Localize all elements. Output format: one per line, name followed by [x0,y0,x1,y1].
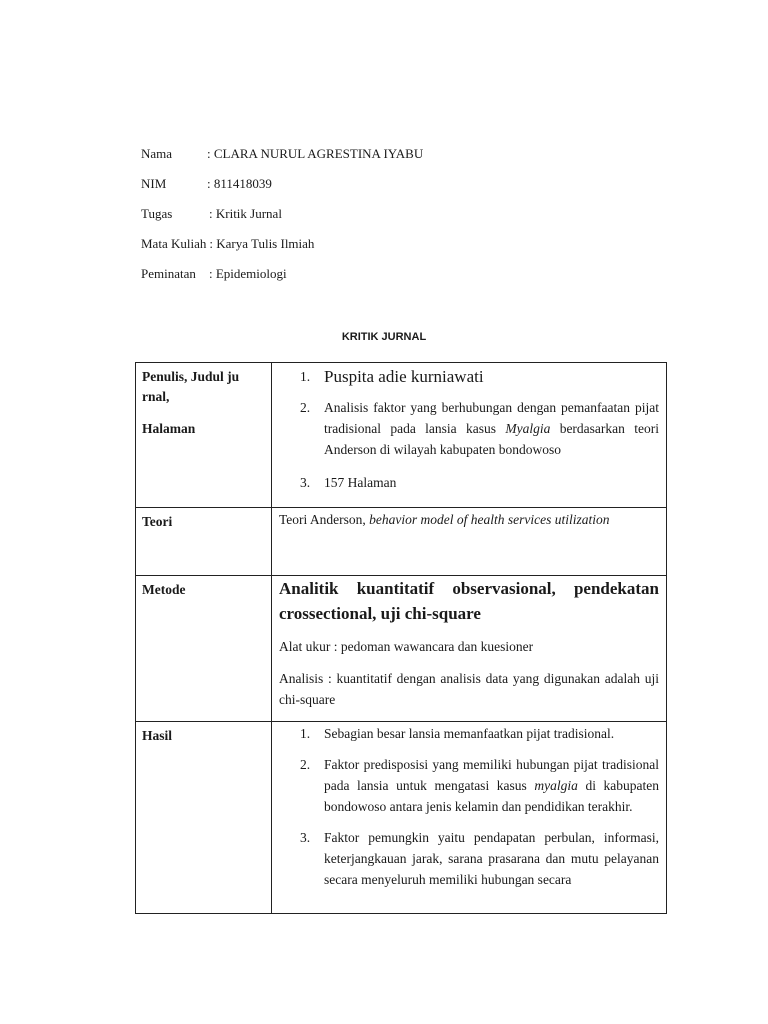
journal-title-emphasis: Myalgia [505,421,551,436]
penulis-list [279,366,659,493]
info-value: : Epidemiologi [209,266,287,281]
label-text: Halaman [142,421,196,436]
list-item [279,723,659,744]
hasil-text [324,754,659,817]
author-name: Puspita adie kurniawati [324,367,484,386]
list-number: 1. [300,369,311,384]
row-metode [136,576,667,722]
info-row-tugas [141,204,423,234]
hasil-text-plain: Faktor predisposisi yang memiliki hubungan pijat tradisional pada lansia untuk mengatasi kasus [324,757,659,793]
list-number: 3. [300,475,311,490]
journal-title-text: Analisis faktor yang berhubungan dengan pemanfaatan pijat tradisional pada lansia kasus [324,400,659,436]
label-cell-teori [136,508,272,576]
label-cell-metode [136,576,272,722]
list-number: 1. [300,726,311,741]
info-value: : CLARA NURUL AGRESTINA IYABU [207,146,424,161]
teori-text-plain: Teori Anderson, [279,512,370,527]
info-label: Nama [141,146,173,161]
content-cell-metode [272,576,667,722]
list-item [279,754,659,817]
list-number: 3. [300,830,311,845]
info-row-nama [141,144,423,174]
metode-alat-ukur: Alat ukur : pedoman wawancara dan kuesioner [279,639,534,654]
info-value: : Karya Tulis Ilmiah [209,236,315,251]
teori-text [279,509,659,530]
hasil-text: Sebagian besar lansia memanfaatkan pijat tradisional. [324,726,615,741]
row-hasil [136,722,667,914]
label-text: Hasil [142,728,173,743]
document-title: KRITIK JURNAL [341,331,427,343]
list-item [279,827,659,890]
info-value: : 811418039 [207,176,272,191]
info-row-nim [141,174,423,204]
info-value: : Kritik Jurnal [209,206,282,221]
list-number: 2. [300,400,311,415]
label-text: Penulis, Judul ju [142,369,240,384]
hasil-text: Faktor pemungkin yaitu pendapatan perbulan, informasi, keterjangkauan jarak, sarana prasarana dan mutu pelayanan secara menyeluruh memiliki hubungan secara [324,830,659,887]
list-item [279,397,659,460]
page-count: 157 Halaman [324,475,397,490]
label-text: Metode [142,582,186,597]
row-penulis [136,363,667,508]
list-number: 2. [300,757,311,772]
row-teori [136,508,667,576]
info-label: Peminatan [141,266,196,281]
student-info [141,144,423,294]
hasil-text-emphasis: myalgia [534,778,578,793]
label-cell-hasil [136,722,272,914]
info-label: Tugas [141,206,173,221]
info-label: Mata Kuliah [141,236,207,251]
info-row-mata-kuliah [141,234,423,264]
info-label: NIM [141,176,167,191]
critique-table [135,362,667,914]
hasil-list [279,723,659,890]
content-cell-hasil [272,722,667,914]
label-text: Teori [142,514,173,529]
metode-analisis: Analisis : kuantitatif dengan analisis data yang digunakan adalah uji chi-square [279,671,659,707]
journal-title [324,397,659,460]
label-cell-penulis [136,363,272,508]
info-row-peminatan [141,264,423,294]
hasil-text-plain: di kabupaten bondowoso antara jenis kelamin dan pendidikan terakhir. [324,778,659,814]
teori-text-emphasis: behavior model of health services utilization [369,512,610,527]
label-text: rnal, [142,389,170,404]
list-item [279,366,659,387]
list-item [279,472,659,493]
metode-heading: Analitik kuantitatif observasional, pendekatan crossectional, uji chi-square [279,579,659,623]
journal-title-text: berdasarkan teori Anderson di wilayah kabupaten bondowoso [324,421,659,457]
content-cell-teori [272,508,667,576]
content-cell-penulis [272,363,667,508]
